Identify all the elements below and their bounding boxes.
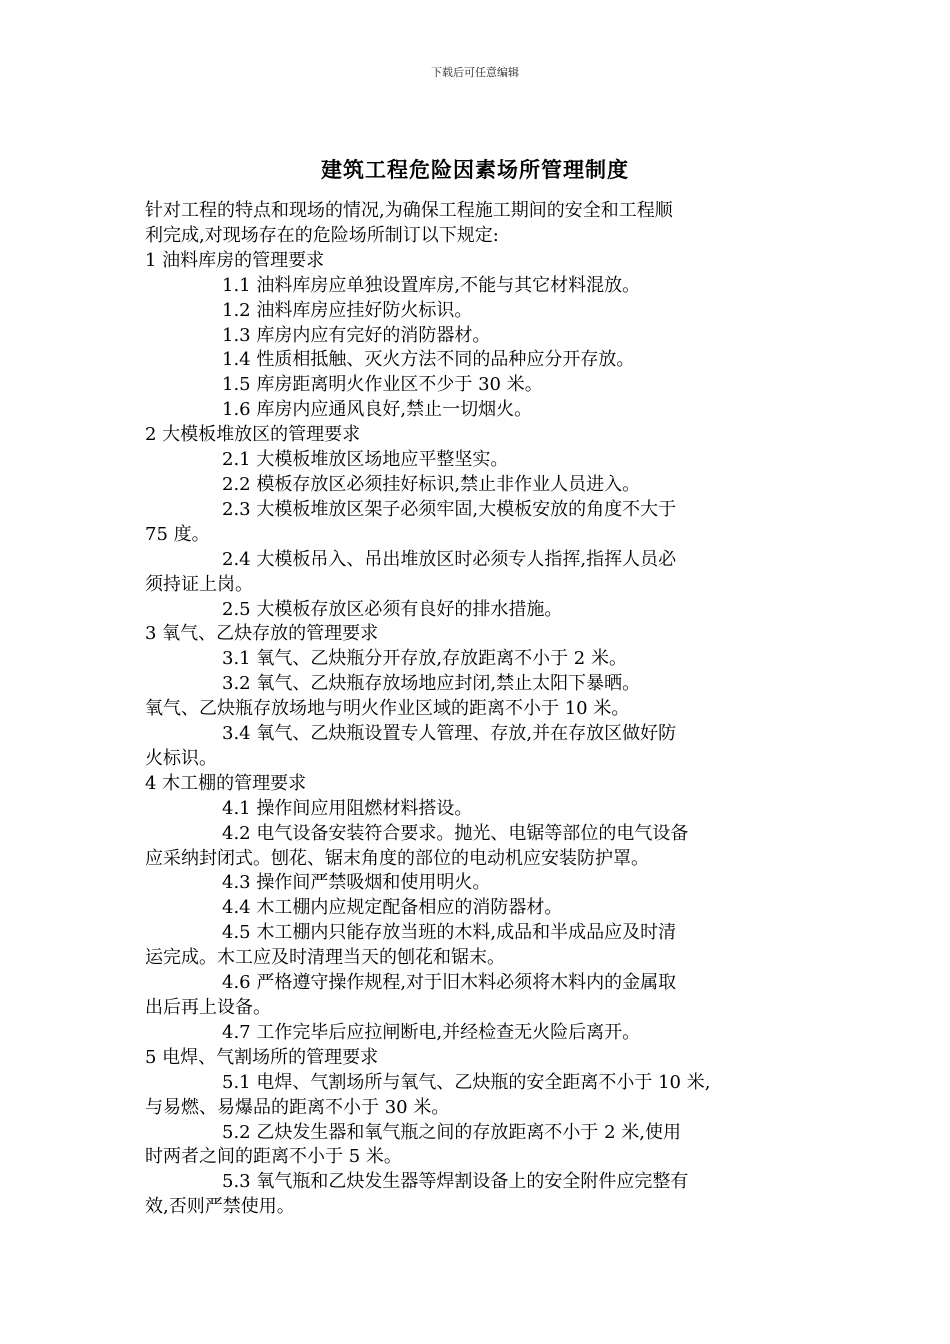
document-line: 4.4 木工棚内应规定配备相应的消防器材。 (222, 897, 563, 919)
document-line: 与易燃、易爆品的距离不小于 30 米。 (145, 1096, 450, 1118)
page-header-note: 下载后可任意编辑 (431, 66, 519, 79)
document-line: 4.2 电气设备安装符合要求。抛光、电锯等部位的电气设备 (222, 822, 689, 844)
document-line: 火标识。 (145, 747, 217, 769)
document-line: 5.1 电焊、气割场所与氧气、乙炔瓶的安全距离不小于 10 米, (222, 1071, 711, 1093)
document-line: 2.3 大模板堆放区架子必须牢固,大模板安放的角度不大于 (222, 498, 677, 520)
document-line: 5.2 乙炔发生器和氧气瓶之间的存放距离不小于 2 米,使用 (222, 1121, 681, 1143)
document-line: 2.1 大模板堆放区场地应平整坚实。 (222, 449, 509, 471)
document-line: 5.3 氧气瓶和乙炔发生器等焊割设备上的安全附件应完整有 (222, 1171, 689, 1193)
document-line: 氧气、乙炔瓶存放场地与明火作业区域的距离不小于 10 米。 (145, 698, 630, 720)
document-line: 2.5 大模板存放区必须有良好的排水措施。 (222, 598, 563, 620)
document-line: 2.4 大模板吊入、吊出堆放区时必须专人指挥,指挥人员必 (222, 548, 677, 570)
document-line: 3.2 氧气、乙炔瓶存放场地应封闭,禁止太阳下暴晒。 (222, 673, 641, 695)
document-line: 效,否则严禁使用。 (145, 1196, 295, 1218)
document-line: 75 度。 (145, 523, 210, 545)
document-line: 1 油料库房的管理要求 (145, 249, 325, 271)
document-line: 1.6 库房内应通风良好,禁止一切烟火。 (222, 399, 533, 421)
document-body (145, 199, 815, 1220)
document-line: 须持证上岗。 (145, 573, 253, 595)
document-line: 3.4 氧气、乙炔瓶设置专人管理、存放,并在存放区做好防 (222, 723, 677, 745)
document-line: 4.5 木工棚内只能存放当班的木料,成品和半成品应及时清 (222, 922, 677, 944)
document-line: 利完成,对现场存在的危险场所制订以下规定: (145, 224, 499, 246)
document-line: 4.6 严格遵守操作规程,对于旧木料必须将木料内的金属取 (222, 972, 677, 994)
document-line: 1.1 油料库房应单独设置库房,不能与其它材料混放。 (222, 274, 641, 296)
document-line: 运完成。木工应及时清理当天的刨花和锯末。 (145, 947, 505, 969)
document-line: 1.5 库房距离明火作业区不少于 30 米。 (222, 374, 543, 396)
document-title: 建筑工程危险因素场所管理制度 (321, 157, 629, 182)
document-line: 时两者之间的距离不小于 5 米。 (145, 1146, 402, 1168)
document-line: 2 大模板堆放区的管理要求 (145, 424, 361, 446)
document-line: 针对工程的特点和现场的情况,为确保工程施工期间的安全和工程顺 (145, 200, 673, 221)
document-line: 1.2 油料库房应挂好防火标识。 (222, 299, 473, 321)
document-line: 出后再上设备。 (145, 997, 271, 1018)
document-line: 1.3 库房内应有完好的消防器材。 (222, 324, 491, 346)
document-line: 4.1 操作间应用阻燃材料搭设。 (222, 797, 473, 819)
document-line: 4.7 工作完毕后应拉闸断电,并经检查无火险后离开。 (222, 1021, 641, 1043)
document-line: 3.1 氧气、乙炔瓶分开存放,存放距离不小于 2 米。 (222, 648, 627, 670)
document-line: 3 氧气、乙炔存放的管理要求 (145, 623, 379, 645)
document-line: 5 电焊、气割场所的管理要求 (145, 1046, 379, 1068)
document-line: 4 木工棚的管理要求 (145, 772, 307, 794)
document-line: 1.4 性质相抵触、灭火方法不同的品种应分开存放。 (222, 349, 635, 371)
document-line: 4.3 操作间严禁吸烟和使用明火。 (222, 872, 491, 894)
document-line: 应采纳封闭式。刨花、锯末角度的部位的电动机应安装防护罩。 (145, 847, 649, 869)
document-line: 2.2 模板存放区必须挂好标识,禁止非作业人员进入。 (222, 473, 641, 495)
